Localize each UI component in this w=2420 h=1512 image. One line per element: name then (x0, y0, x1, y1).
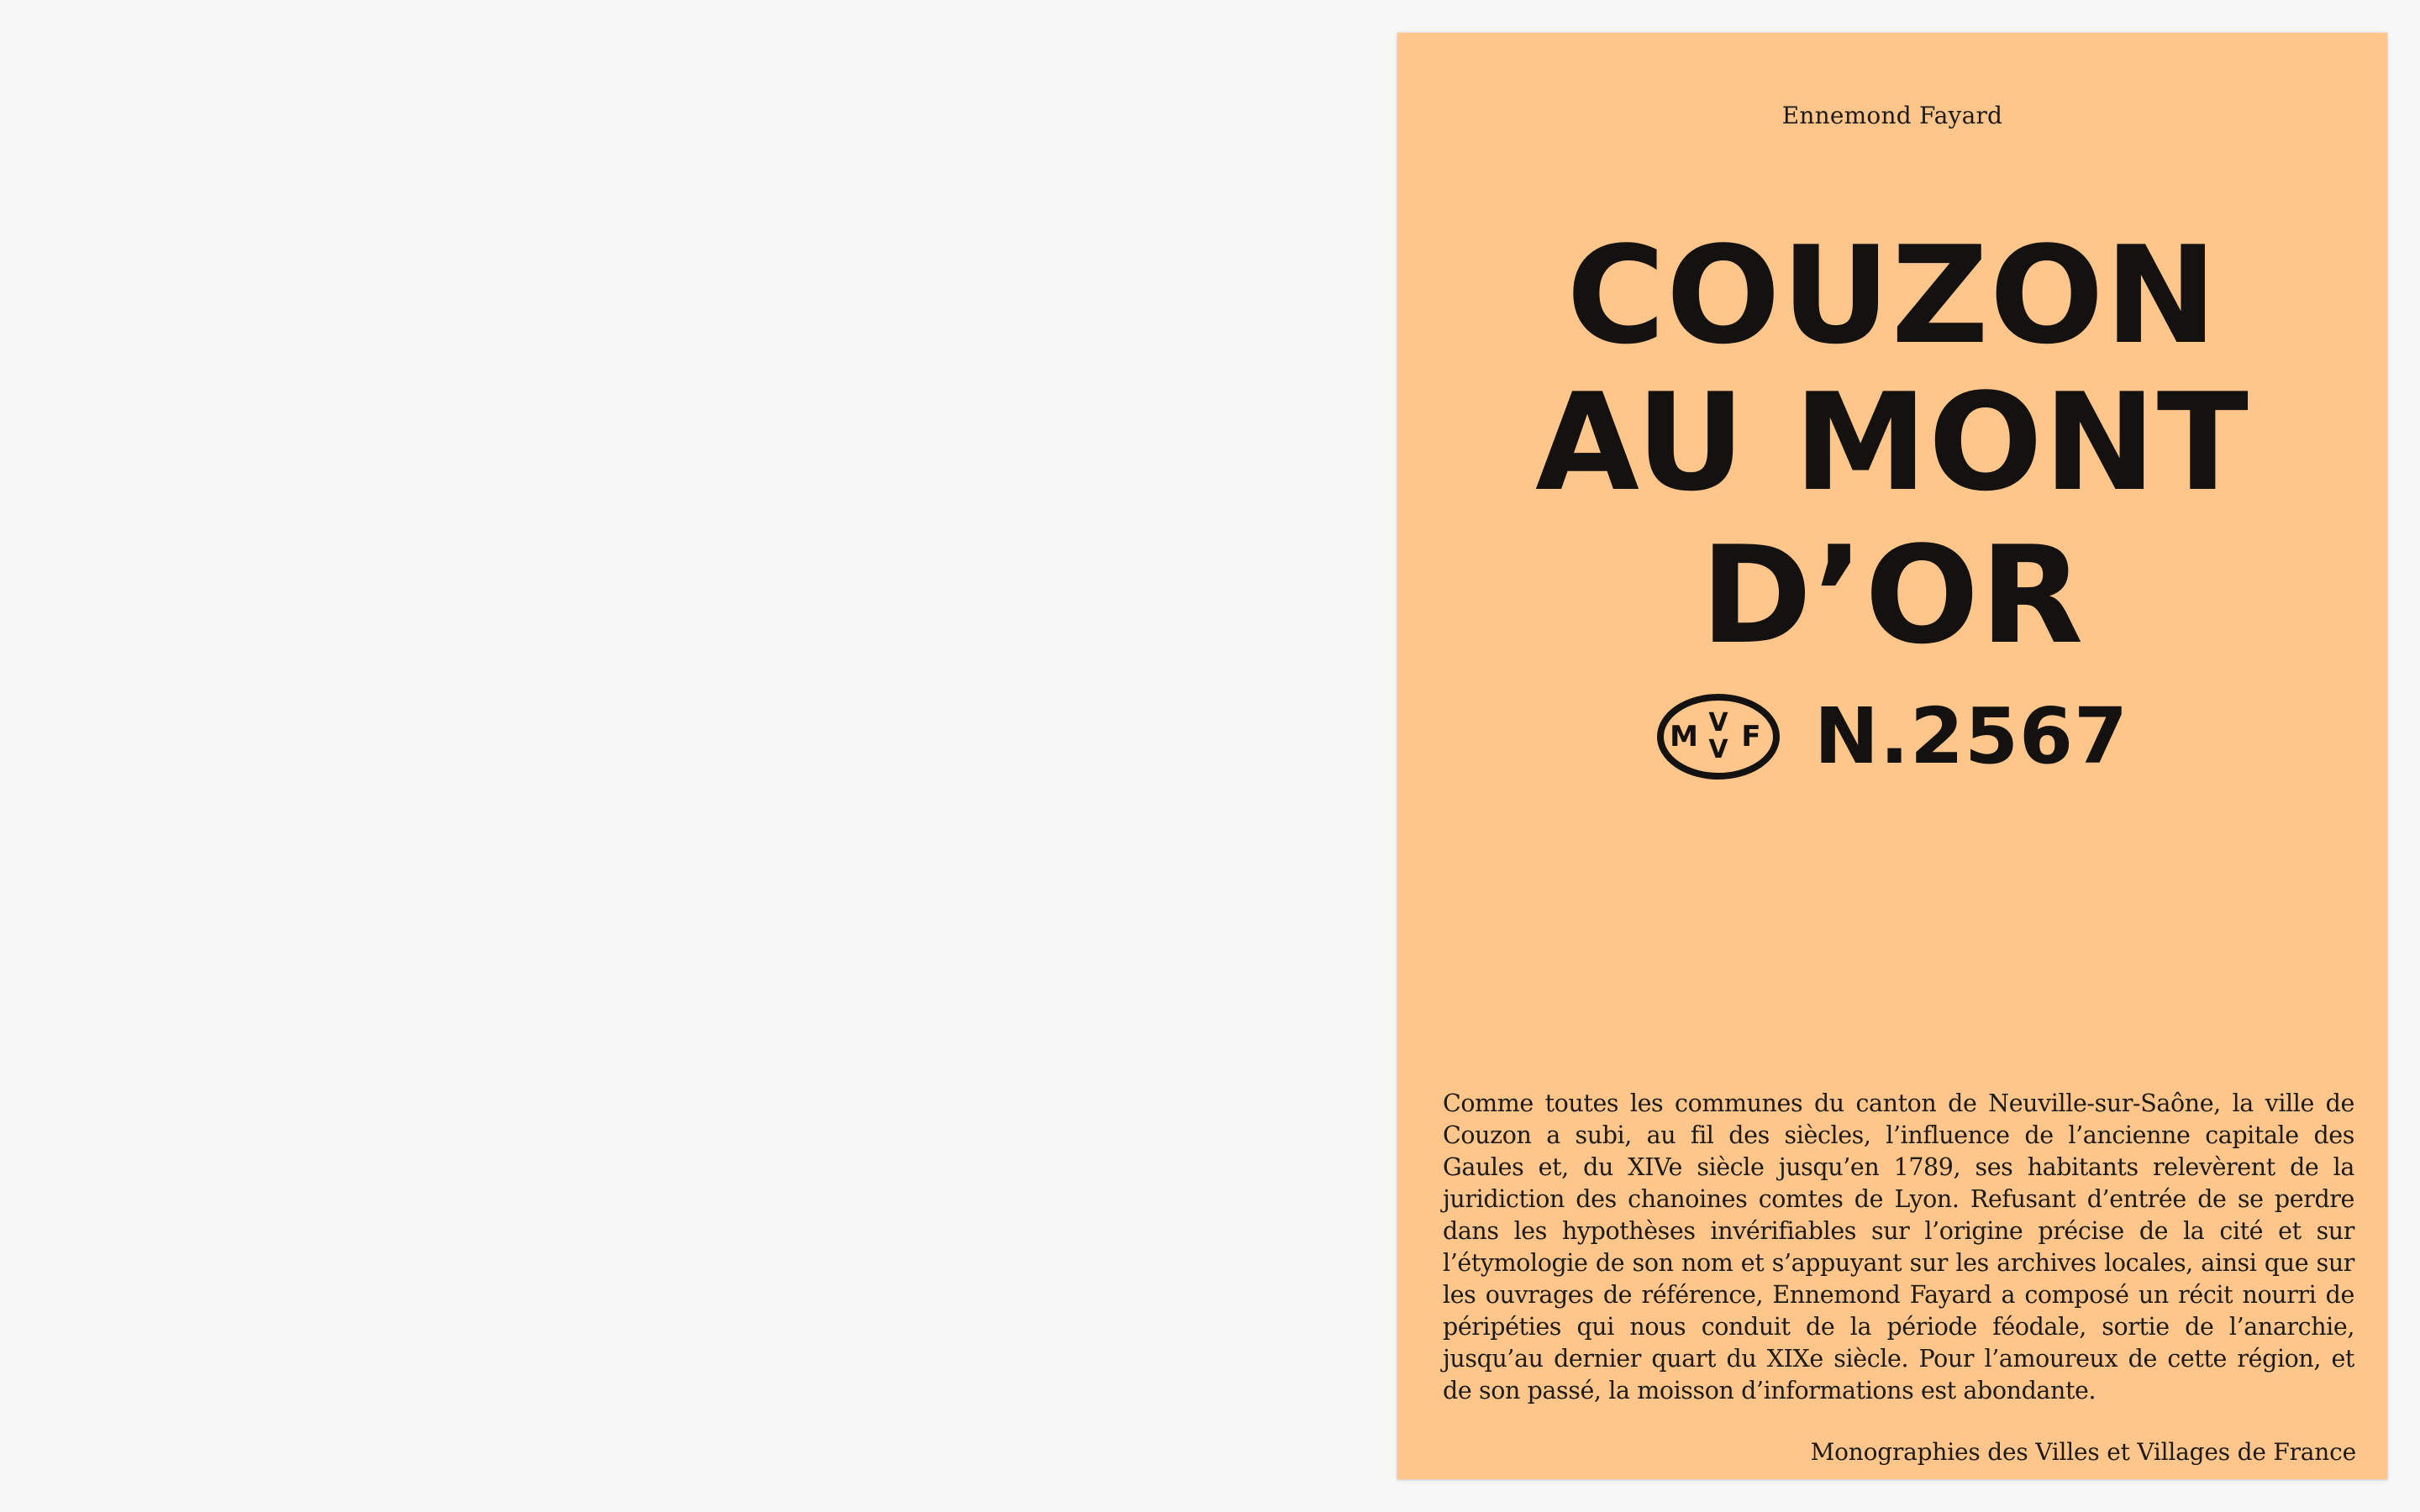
back-description: Comme toutes les communes du canton de Neuville-sur-Saône, la ville de Couzon a subi, au fil des siècles, l’influence de l’ancienne capitale des Gaules et, du XIVe siècle jusqu’en 1789, ses habitants relevèrent de la juridiction des chanoines comtes de Lyon. Refusant d’entrée de se perdre dans les hypothèses invérifiables sur l’origine précise de la cité et sur l’étymologie de son nom et s’appuyant sur les archives locales, ainsi que sur les ouvrages de référence, Ennemond Fayard a composé un récit nourri de péripéties qui nous conduit de la période féodale, sortie de l’anarchie, jusqu’au dernier quart du XIXe siècle. Pour l’amoureux de cette région, et de son passé, la moisson d’informations est abondante. (1443, 1089, 2354, 1404)
title-line-1: COUZON (1566, 217, 2218, 374)
author-name: Ennemond Fayard (1781, 102, 2003, 129)
svg-text:V: V (1708, 735, 1728, 764)
svg-text:V: V (1708, 708, 1728, 738)
svg-text:M: M (1670, 720, 1698, 753)
publisher-name: Monographies des Villes et Villages de France (1810, 1438, 2356, 1466)
svg-text:F: F (1741, 720, 1761, 753)
series-number: N.2567 (1814, 691, 2128, 781)
series-line (1397, 693, 2387, 780)
book-cover (1397, 33, 2387, 1479)
title-line-2: AU MONT (1535, 364, 2249, 521)
title-line-3: D’OR (1700, 517, 2085, 674)
mvvf-logo-icon (1656, 693, 1781, 780)
